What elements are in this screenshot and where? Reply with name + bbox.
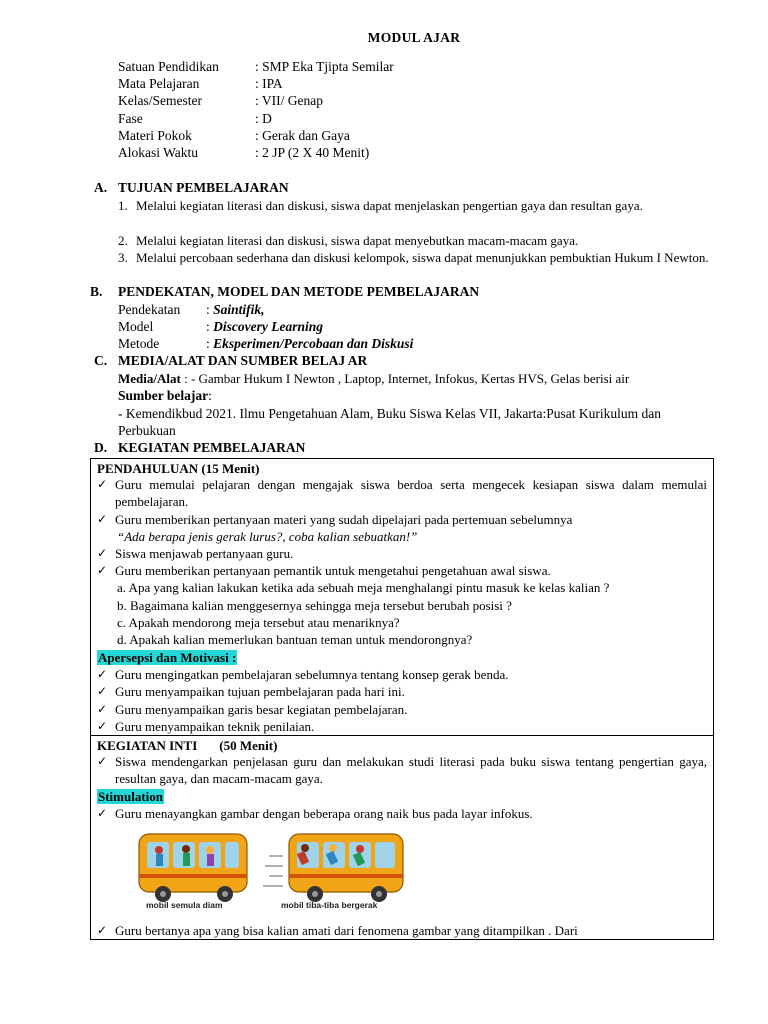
source-text: - Kemendikbud 2021. Ilmu Pengetahuan Alam, Buku Siswa Kelas VII, Jakarta:Pusat Kurikulum dan Perbukuan [118,406,662,438]
question-item: d. Apakah kalian memerlukan bantuan teman untuk mendorongnya? [117,632,473,647]
method-row: Metode : Eksperimen/Percobaan dan Diskusi [118,336,414,351]
identity-key: Materi Pokok [118,128,192,143]
checklist-item: ✓ Guru mengingatkan pembelajaran sebelumnya tentang konsep gerak benda. [97,667,509,682]
checkmark-icon: ✓ [97,546,108,560]
identity-value: : IPA [255,76,283,91]
checklist-item: ✓ Siswa mendengarkan penjelasan guru dan melakukan studi literasi pada buku siswa tentang pengertian gaya, resultan gaya, dan macam-macam gaya. [97,754,707,786]
question-item: b. Bagaimana kalian menggesernya sehingga meja tersebut berubah posisi ? [117,598,512,613]
identity-key: Mata Pelajaran [118,76,200,91]
identity-row-phase [118,110,272,127]
objective-item: 2. Melalui kegiatan literasi dan diskusi, siswa dapat menyebutkan macam-macam gaya. [118,233,579,248]
checkmark-icon: ✓ [97,477,108,491]
checklist-item: ✓ Guru memberikan pertanyaan pemantik untuk mengetahui pengetahuan awal siswa. [97,563,551,578]
identity-key: Kelas/Semester [118,93,202,108]
objective-item: 1. Melalui kegiatan literasi dan diskusi, siswa dapat menjelaskan pengertian gaya dan resultan gaya. [118,198,643,213]
source-label: Sumber belajar: [118,388,212,403]
checklist-item: ✓ Siswa menjawab pertanyaan guru. [97,546,294,561]
bus-stationary-icon [139,834,247,902]
identity-row-class [118,92,323,109]
caption-stationary: mobil semula diam [146,900,223,910]
checkmark-icon: ✓ [97,684,108,698]
checklist-item: ✓ Guru menyampaikan tujuan pembelajaran pada hari ini. [97,684,405,699]
caption-moving: mobil tiba-tiba bergerak [281,900,378,910]
identity-key: Satuan Pendidikan [118,59,219,74]
section-b-heading: B. PENDEKATAN, MODEL DAN METODE PEMBELAJARAN [90,284,480,299]
checklist-item: ✓ Guru menyampaikan garis besar kegiatan pembelajaran. [97,702,408,717]
checklist-item: ✓ Guru memulai pelajaran dengan mengajak siswa berdoa serta mengecek kesiapan siswa dalam memulai pembelajaran. [97,477,707,509]
checkmark-icon: ✓ [97,806,108,820]
model-row: Model : Discovery Learning [118,319,323,334]
checkmark-icon: ✓ [97,512,108,526]
identity-row-school [118,58,394,75]
checkmark-icon: ✓ [97,563,108,577]
kegiatan-inti-box [90,736,714,940]
section-d-heading: D. KEGIATAN PEMBELAJARAN [94,440,306,455]
question-item: a. Apa yang kalian lakukan ketika ada sebuah meja menghalangi pintu masuk ke kelas kalian ? [117,580,610,595]
checkmark-icon: ✓ [97,754,108,768]
media-line: Media/Alat : - Gambar Hukum I Newton , Laptop, Internet, Infokus, Kertas HVS, Gelas berisi air [118,371,630,386]
identity-row-topic [118,127,350,144]
inti-heading: KEGIATAN INTI (50 Menit) [97,738,278,753]
checkmark-icon: ✓ [97,702,108,716]
approach-row: Pendekatan : Saintifik, [118,302,265,317]
checklist-item: ✓ Guru bertanya apa yang bisa kalian amati dari fenomena gambar yang ditampilkan . Dari [97,923,578,938]
identity-row-subject [118,75,283,92]
question-quote: “Ada berapa jenis gerak lurus?, coba kalian sebuatkan!” [117,529,418,544]
checklist-item: ✓ Guru menyampaikan teknik penilaian. [97,719,315,734]
identity-row-time [118,144,369,161]
identity-value: : SMP Eka Tjipta Semilar [255,59,394,74]
identity-value: : D [255,111,272,126]
objective-item: 3. Melalui percobaan sederhana dan diskusi kelompok, siswa dapat menunjukkan pembuktian Hukum I Newton. [118,250,709,265]
pendahuluan-box [90,458,714,736]
identity-value: : 2 JP (2 X 40 Menit) [255,145,370,160]
checkmark-icon: ✓ [97,923,108,937]
question-item: c. Apakah mendorong meja tersebut atau menariknya? [117,615,400,630]
identity-key: Alokasi Waktu [118,145,199,160]
apersepsi-heading: Apersepsi dan Motivasi : [98,650,237,665]
identity-value: : Gerak dan Gaya [255,128,350,143]
section-a-heading: A. TUJUAN PEMBELAJARAN [94,180,289,195]
checklist-item: ✓ Guru menayangkan gambar dengan beberapa orang naik bus pada layar infokus. [97,806,533,821]
bus-moving-icon [263,834,403,902]
checkmark-icon: ✓ [97,719,108,733]
identity-value: : VII/ Genap [255,93,323,108]
pendahuluan-heading: PENDAHULUAN (15 Menit) [97,461,260,476]
stimulation-heading: Stimulation [98,789,164,804]
identity-key: Fase [118,111,143,126]
checkmark-icon: ✓ [97,667,108,681]
document-title: MODUL AJAR [367,30,461,45]
checklist-item: ✓ Guru memberikan pertanyaan materi yang sudah dipelajari pada pertemuan sebelumnya [97,512,573,527]
section-c-heading: C. MEDIA/ALAT DAN SUMBER BELAJ AR [94,353,368,368]
